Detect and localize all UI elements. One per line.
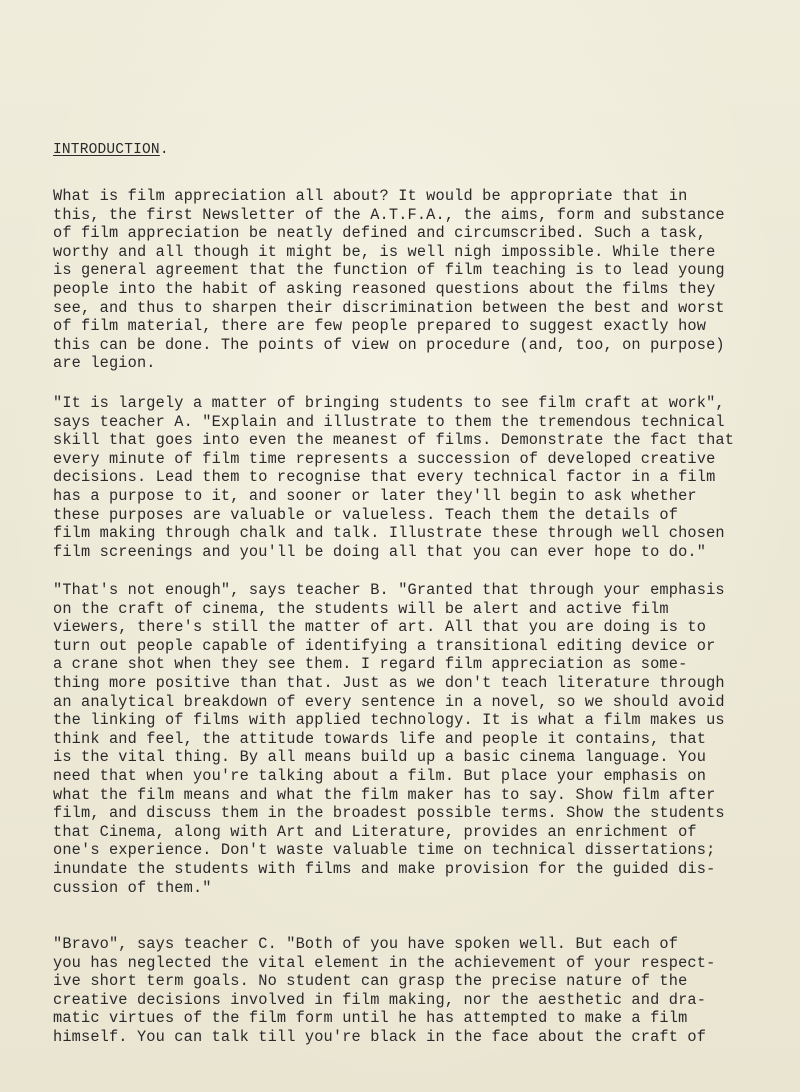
- text-line: "It is largely a matter of bringing students to see film craft at work",: [53, 394, 725, 412]
- text-line: creative decisions involved in film making, nor the aesthetic and dra-: [53, 990, 707, 1009]
- paragraph-teacher-a: [53, 394, 734, 561]
- paragraph-teacher-c: [53, 935, 715, 1047]
- text-line: turn out people capable of identifying a transitional editing device or: [53, 636, 716, 655]
- text-line: the linking of films with applied technology. It is what a film makes us: [53, 711, 725, 730]
- text-line: people into the habit of asking reasoned questions about the films they: [53, 279, 716, 298]
- text-line: think and feel, the attitude towards life and people it contains, that: [53, 729, 707, 748]
- text-line: inundate the students with films and make provision for the guided dis-: [53, 859, 716, 878]
- text-line: "Bravo", says teacher C. "Both of you have spoken well. But each of: [53, 935, 679, 953]
- text-line: ive short term goals. No student can grasp the precise nature of the: [53, 972, 688, 991]
- text-line: what the film means and what the film maker has to say. Show film after: [53, 785, 716, 804]
- text-line: is the vital thing. By all means build up a basic cinema language. You: [53, 748, 707, 767]
- section-heading: [53, 142, 169, 158]
- text-line: on the craft of cinema, the students will be alert and active film: [53, 599, 669, 618]
- text-line: "That's not enough", says teacher B. "Granted that through your emphasis: [53, 581, 725, 599]
- text-line: of film material, there are few people prepared to suggest exactly how: [53, 317, 707, 336]
- text-line: skill that goes into even the meanest of films. Demonstrate the fact that: [53, 431, 735, 450]
- paragraph-teacher-b: [53, 581, 725, 897]
- text-line: these purposes are valuable or valueless. Teach them the details of: [53, 505, 679, 524]
- text-line: that Cinema, along with Art and Literature, provides an enrichment of: [53, 822, 697, 841]
- text-line: every minute of film time represents a succession of developed creative: [53, 449, 716, 468]
- text-line: film, and discuss them in the broadest possible terms. Show the students: [53, 804, 725, 823]
- text-line: see, and thus to sharpen their discrimination between the best and worst: [53, 298, 725, 317]
- text-line: one's experience. Don't waste valuable time on technical dissertations;: [53, 841, 716, 860]
- text-line: viewers, there's still the matter of art. All that you are doing is to: [53, 618, 707, 637]
- text-line: thing more positive than that. Just as we don't teach literature through: [53, 673, 725, 692]
- text-line: are legion.: [53, 354, 156, 373]
- text-line: this can be done. The points of view on procedure (and, too, on purpose): [53, 335, 725, 354]
- text-line: an analytical breakdown of every sentence in a novel, so we should avoid: [53, 692, 725, 711]
- text-line: is general agreement that the function of film teaching is to lead young: [53, 261, 725, 280]
- text-line: cussion of them.": [53, 878, 212, 897]
- text-line: says teacher A. "Explain and illustrate to them the tremendous technical: [53, 412, 725, 431]
- text-line: film screenings and you'll be doing all that you can ever hope to do.": [53, 542, 707, 561]
- text-line: decisions. Lead them to recognise that every technical factor in a film: [53, 468, 716, 487]
- text-line: has a purpose to it, and sooner or later they'll begin to ask whether: [53, 486, 697, 505]
- text-line: What is film appreciation all about? It would be appropriate that in: [53, 187, 688, 205]
- text-line: need that when you're talking about a film. But place your emphasis on: [53, 766, 707, 785]
- heading-period: .: [159, 142, 169, 158]
- text-line: this, the first Newsletter of the A.T.F.A., the aims, form and substance: [53, 205, 725, 224]
- paragraph-intro: [53, 187, 725, 373]
- heading-title: INTRODUCTION: [53, 142, 160, 158]
- text-line: film making through chalk and talk. Illustrate these through well chosen: [53, 524, 725, 543]
- text-line: you has neglected the vital element in the achievement of your respect-: [53, 953, 716, 972]
- text-line: worthy and all though it might be, is well nigh impossible. While there: [53, 242, 716, 261]
- text-line: a crane shot when they see them. I regard film appreciation as some-: [53, 655, 688, 674]
- text-line: himself. You can talk till you're black in the face about the craft of: [53, 1027, 707, 1046]
- text-line: of film appreciation be neatly defined and circumscribed. Such a task,: [53, 224, 707, 243]
- text-line: matic virtues of the film form until he has attempted to make a film: [53, 1009, 688, 1028]
